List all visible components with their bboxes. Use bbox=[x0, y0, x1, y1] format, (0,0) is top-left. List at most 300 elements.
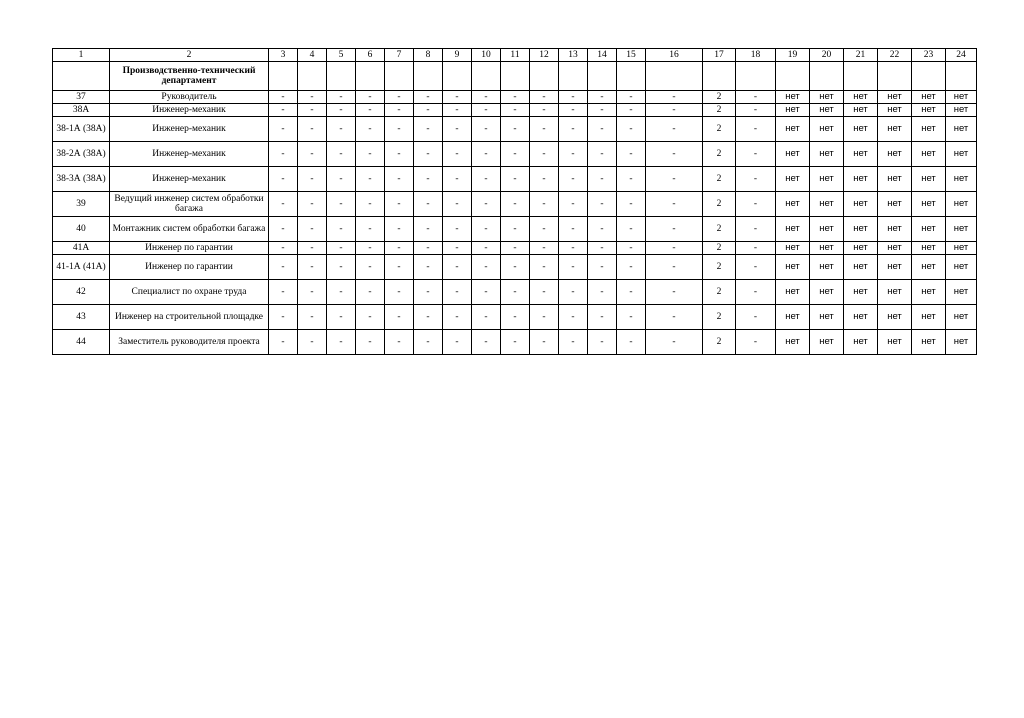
empty-cell bbox=[298, 62, 327, 91]
cell-col-5: - bbox=[327, 104, 356, 117]
cell-col-6: - bbox=[356, 255, 385, 280]
empty-cell bbox=[703, 62, 736, 91]
cell-col-11: - bbox=[501, 142, 530, 167]
cell-col-11: - bbox=[501, 117, 530, 142]
cell-col-11: - bbox=[501, 91, 530, 104]
cell-col-7: - bbox=[385, 280, 414, 305]
cell-col-17: 2 bbox=[703, 255, 736, 280]
cell-col-17: 2 bbox=[703, 242, 736, 255]
cell-col-12: - bbox=[530, 142, 559, 167]
cell-col-16: - bbox=[646, 117, 703, 142]
cell-col-18: - bbox=[736, 305, 776, 330]
cell-col-5: - bbox=[327, 255, 356, 280]
table-row bbox=[53, 142, 977, 167]
cell-col-23: нет bbox=[912, 217, 946, 242]
cell-col-9: - bbox=[443, 192, 472, 217]
cell-col-13: - bbox=[559, 167, 588, 192]
empty-cell bbox=[327, 62, 356, 91]
cell-col-10: - bbox=[472, 142, 501, 167]
cell-col-11: - bbox=[501, 330, 530, 355]
cell-col-21: нет bbox=[844, 104, 878, 117]
cell-col-10: - bbox=[472, 91, 501, 104]
empty-cell bbox=[414, 62, 443, 91]
empty-cell bbox=[878, 62, 912, 91]
cell-col-21: нет bbox=[844, 330, 878, 355]
cell-col-22: нет bbox=[878, 104, 912, 117]
cell-col-13: - bbox=[559, 242, 588, 255]
table-row bbox=[53, 117, 977, 142]
cell-col-14: - bbox=[588, 305, 617, 330]
cell-col-8: - bbox=[414, 104, 443, 117]
column-header-19: 19 bbox=[776, 49, 810, 62]
cell-col-4: - bbox=[298, 91, 327, 104]
row-number: 44 bbox=[53, 330, 110, 355]
cell-col-4: - bbox=[298, 330, 327, 355]
cell-col-15: - bbox=[617, 117, 646, 142]
cell-col-19: нет bbox=[776, 330, 810, 355]
cell-col-23: нет bbox=[912, 117, 946, 142]
cell-col-10: - bbox=[472, 104, 501, 117]
cell-col-9: - bbox=[443, 217, 472, 242]
cell-col-22: нет bbox=[878, 242, 912, 255]
cell-col-12: - bbox=[530, 91, 559, 104]
cell-col-22: нет bbox=[878, 167, 912, 192]
cell-col-23: нет bbox=[912, 167, 946, 192]
cell-col-7: - bbox=[385, 305, 414, 330]
column-header-22: 22 bbox=[878, 49, 912, 62]
cell-col-4: - bbox=[298, 280, 327, 305]
column-header-11: 11 bbox=[501, 49, 530, 62]
cell-col-22: нет bbox=[878, 192, 912, 217]
empty-cell bbox=[356, 62, 385, 91]
cell-col-8: - bbox=[414, 167, 443, 192]
cell-col-20: нет bbox=[810, 104, 844, 117]
cell-col-17: 2 bbox=[703, 91, 736, 104]
cell-col-8: - bbox=[414, 305, 443, 330]
cell-col-3: - bbox=[269, 91, 298, 104]
cell-col-14: - bbox=[588, 142, 617, 167]
row-number: 38-2А (38А) bbox=[53, 142, 110, 167]
cell-col-7: - bbox=[385, 192, 414, 217]
cell-col-17: 2 bbox=[703, 104, 736, 117]
cell-col-7: - bbox=[385, 104, 414, 117]
cell-col-19: нет bbox=[776, 305, 810, 330]
cell-col-14: - bbox=[588, 280, 617, 305]
cell-col-17: 2 bbox=[703, 192, 736, 217]
cell-col-24: нет bbox=[946, 242, 977, 255]
cell-col-24: нет bbox=[946, 117, 977, 142]
cell-col-9: - bbox=[443, 330, 472, 355]
cell-col-7: - bbox=[385, 242, 414, 255]
job-title: Инженер-механик bbox=[110, 142, 269, 167]
cell-col-21: нет bbox=[844, 142, 878, 167]
column-header-15: 15 bbox=[617, 49, 646, 62]
cell-col-24: нет bbox=[946, 217, 977, 242]
cell-col-11: - bbox=[501, 280, 530, 305]
cell-col-18: - bbox=[736, 142, 776, 167]
cell-col-24: нет bbox=[946, 91, 977, 104]
cell-col-18: - bbox=[736, 217, 776, 242]
row-number: 38-1А (38А) bbox=[53, 117, 110, 142]
cell-col-17: 2 bbox=[703, 217, 736, 242]
cell-col-6: - bbox=[356, 305, 385, 330]
cell-col-13: - bbox=[559, 91, 588, 104]
cell-col-13: - bbox=[559, 217, 588, 242]
column-header-6: 6 bbox=[356, 49, 385, 62]
cell-col-6: - bbox=[356, 167, 385, 192]
row-number: 42 bbox=[53, 280, 110, 305]
row-number: 43 bbox=[53, 305, 110, 330]
cell-col-4: - bbox=[298, 192, 327, 217]
cell-col-4: - bbox=[298, 142, 327, 167]
cell-col-5: - bbox=[327, 217, 356, 242]
column-header-23: 23 bbox=[912, 49, 946, 62]
cell-col-18: - bbox=[736, 192, 776, 217]
cell-col-24: нет bbox=[946, 192, 977, 217]
job-title: Инженер-механик bbox=[110, 167, 269, 192]
cell-col-15: - bbox=[617, 305, 646, 330]
cell-col-5: - bbox=[327, 242, 356, 255]
column-header-21: 21 bbox=[844, 49, 878, 62]
cell-col-15: - bbox=[617, 192, 646, 217]
cell-col-14: - bbox=[588, 192, 617, 217]
cell-col-5: - bbox=[327, 305, 356, 330]
cell-col-24: нет bbox=[946, 305, 977, 330]
row-number: 40 bbox=[53, 217, 110, 242]
cell-col-4: - bbox=[298, 117, 327, 142]
cell-col-22: нет bbox=[878, 142, 912, 167]
cell-col-11: - bbox=[501, 217, 530, 242]
cell-col-13: - bbox=[559, 192, 588, 217]
cell-col-16: - bbox=[646, 242, 703, 255]
cell-col-18: - bbox=[736, 104, 776, 117]
cell-col-12: - bbox=[530, 104, 559, 117]
cell-col-19: нет bbox=[776, 280, 810, 305]
column-header-4: 4 bbox=[298, 49, 327, 62]
cell-col-15: - bbox=[617, 330, 646, 355]
column-header-8: 8 bbox=[414, 49, 443, 62]
cell-col-10: - bbox=[472, 217, 501, 242]
cell-col-7: - bbox=[385, 330, 414, 355]
cell-col-13: - bbox=[559, 305, 588, 330]
cell-col-22: нет bbox=[878, 91, 912, 104]
cell-col-6: - bbox=[356, 242, 385, 255]
cell-col-19: нет bbox=[776, 142, 810, 167]
cell-col-17: 2 bbox=[703, 330, 736, 355]
column-number-row bbox=[53, 49, 977, 62]
cell-col-10: - bbox=[472, 305, 501, 330]
row-number: 41А bbox=[53, 242, 110, 255]
cell-col-24: нет bbox=[946, 280, 977, 305]
cell-col-16: - bbox=[646, 192, 703, 217]
cell-col-6: - bbox=[356, 280, 385, 305]
cell-col-4: - bbox=[298, 167, 327, 192]
row-number: 38-3А (38А) bbox=[53, 167, 110, 192]
cell-col-18: - bbox=[736, 167, 776, 192]
cell-col-3: - bbox=[269, 192, 298, 217]
table-row bbox=[53, 305, 977, 330]
cell-col-15: - bbox=[617, 104, 646, 117]
cell-col-3: - bbox=[269, 167, 298, 192]
cell-col-10: - bbox=[472, 117, 501, 142]
cell-col-23: нет bbox=[912, 192, 946, 217]
cell-col-14: - bbox=[588, 104, 617, 117]
cell-col-15: - bbox=[617, 217, 646, 242]
empty-cell bbox=[269, 62, 298, 91]
work-conditions-table bbox=[52, 48, 977, 355]
cell-col-16: - bbox=[646, 305, 703, 330]
cell-col-20: нет bbox=[810, 91, 844, 104]
empty-cell bbox=[912, 62, 946, 91]
cell-col-12: - bbox=[530, 217, 559, 242]
column-header-18: 18 bbox=[736, 49, 776, 62]
cell-col-18: - bbox=[736, 242, 776, 255]
cell-col-15: - bbox=[617, 255, 646, 280]
cell-col-16: - bbox=[646, 330, 703, 355]
cell-col-18: - bbox=[736, 91, 776, 104]
cell-col-21: нет bbox=[844, 242, 878, 255]
empty-cell bbox=[736, 62, 776, 91]
column-header-1: 1 bbox=[53, 49, 110, 62]
cell-col-6: - bbox=[356, 217, 385, 242]
cell-col-21: нет bbox=[844, 167, 878, 192]
cell-col-23: нет bbox=[912, 305, 946, 330]
cell-col-17: 2 bbox=[703, 142, 736, 167]
cell-col-11: - bbox=[501, 305, 530, 330]
table-row bbox=[53, 167, 977, 192]
cell-col-10: - bbox=[472, 167, 501, 192]
cell-col-23: нет bbox=[912, 330, 946, 355]
empty-cell bbox=[53, 62, 110, 91]
cell-col-18: - bbox=[736, 280, 776, 305]
cell-col-13: - bbox=[559, 142, 588, 167]
cell-col-9: - bbox=[443, 255, 472, 280]
cell-col-16: - bbox=[646, 217, 703, 242]
cell-col-22: нет bbox=[878, 330, 912, 355]
cell-col-14: - bbox=[588, 91, 617, 104]
cell-col-16: - bbox=[646, 91, 703, 104]
cell-col-9: - bbox=[443, 104, 472, 117]
cell-col-21: нет bbox=[844, 305, 878, 330]
cell-col-15: - bbox=[617, 280, 646, 305]
cell-col-15: - bbox=[617, 91, 646, 104]
cell-col-17: 2 bbox=[703, 305, 736, 330]
empty-cell bbox=[617, 62, 646, 91]
cell-col-13: - bbox=[559, 330, 588, 355]
cell-col-10: - bbox=[472, 330, 501, 355]
empty-cell bbox=[946, 62, 977, 91]
cell-col-20: нет bbox=[810, 242, 844, 255]
cell-col-4: - bbox=[298, 255, 327, 280]
cell-col-4: - bbox=[298, 217, 327, 242]
cell-col-6: - bbox=[356, 104, 385, 117]
column-header-12: 12 bbox=[530, 49, 559, 62]
empty-cell bbox=[385, 62, 414, 91]
empty-cell bbox=[776, 62, 810, 91]
cell-col-13: - bbox=[559, 117, 588, 142]
empty-cell bbox=[844, 62, 878, 91]
cell-col-12: - bbox=[530, 167, 559, 192]
cell-col-7: - bbox=[385, 217, 414, 242]
cell-col-21: нет bbox=[844, 280, 878, 305]
column-header-2: 2 bbox=[110, 49, 269, 62]
cell-col-7: - bbox=[385, 117, 414, 142]
cell-col-23: нет bbox=[912, 104, 946, 117]
cell-col-10: - bbox=[472, 280, 501, 305]
cell-col-19: нет bbox=[776, 192, 810, 217]
cell-col-14: - bbox=[588, 330, 617, 355]
table-row bbox=[53, 242, 977, 255]
cell-col-10: - bbox=[472, 192, 501, 217]
row-number: 38А bbox=[53, 104, 110, 117]
cell-col-11: - bbox=[501, 255, 530, 280]
cell-col-24: нет bbox=[946, 255, 977, 280]
cell-col-22: нет bbox=[878, 117, 912, 142]
column-header-24: 24 bbox=[946, 49, 977, 62]
cell-col-17: 2 bbox=[703, 117, 736, 142]
cell-col-7: - bbox=[385, 167, 414, 192]
cell-col-20: нет bbox=[810, 142, 844, 167]
job-title: Ведущий инженер систем обработки багажа bbox=[110, 192, 269, 217]
cell-col-14: - bbox=[588, 255, 617, 280]
cell-col-20: нет bbox=[810, 305, 844, 330]
cell-col-23: нет bbox=[912, 255, 946, 280]
job-title: Инженер-механик bbox=[110, 117, 269, 142]
job-title: Заместитель руководителя проекта bbox=[110, 330, 269, 355]
row-number: 41-1А (41А) bbox=[53, 255, 110, 280]
cell-col-3: - bbox=[269, 305, 298, 330]
cell-col-3: - bbox=[269, 142, 298, 167]
cell-col-3: - bbox=[269, 255, 298, 280]
cell-col-21: нет bbox=[844, 91, 878, 104]
cell-col-20: нет bbox=[810, 330, 844, 355]
cell-col-4: - bbox=[298, 104, 327, 117]
cell-col-8: - bbox=[414, 217, 443, 242]
cell-col-16: - bbox=[646, 142, 703, 167]
cell-col-11: - bbox=[501, 104, 530, 117]
cell-col-19: нет bbox=[776, 217, 810, 242]
section-row bbox=[53, 62, 977, 91]
cell-col-14: - bbox=[588, 117, 617, 142]
cell-col-3: - bbox=[269, 104, 298, 117]
cell-col-20: нет bbox=[810, 167, 844, 192]
cell-col-17: 2 bbox=[703, 167, 736, 192]
cell-col-16: - bbox=[646, 280, 703, 305]
cell-col-14: - bbox=[588, 217, 617, 242]
table-row bbox=[53, 330, 977, 355]
cell-col-4: - bbox=[298, 305, 327, 330]
cell-col-20: нет bbox=[810, 255, 844, 280]
empty-cell bbox=[810, 62, 844, 91]
cell-col-3: - bbox=[269, 280, 298, 305]
job-title: Инженер-механик bbox=[110, 104, 269, 117]
cell-col-12: - bbox=[530, 255, 559, 280]
cell-col-20: нет bbox=[810, 192, 844, 217]
empty-cell bbox=[559, 62, 588, 91]
cell-col-3: - bbox=[269, 330, 298, 355]
job-title: Инженер на строительной площадке bbox=[110, 305, 269, 330]
cell-col-15: - bbox=[617, 142, 646, 167]
column-header-7: 7 bbox=[385, 49, 414, 62]
cell-col-15: - bbox=[617, 167, 646, 192]
cell-col-22: нет bbox=[878, 305, 912, 330]
cell-col-17: 2 bbox=[703, 280, 736, 305]
cell-col-9: - bbox=[443, 167, 472, 192]
empty-cell bbox=[501, 62, 530, 91]
cell-col-19: нет bbox=[776, 104, 810, 117]
cell-col-23: нет bbox=[912, 242, 946, 255]
cell-col-5: - bbox=[327, 91, 356, 104]
cell-col-7: - bbox=[385, 142, 414, 167]
empty-cell bbox=[443, 62, 472, 91]
table-row bbox=[53, 255, 977, 280]
cell-col-9: - bbox=[443, 117, 472, 142]
empty-cell bbox=[588, 62, 617, 91]
cell-col-5: - bbox=[327, 117, 356, 142]
table-row bbox=[53, 91, 977, 104]
cell-col-21: нет bbox=[844, 192, 878, 217]
cell-col-18: - bbox=[736, 330, 776, 355]
cell-col-11: - bbox=[501, 242, 530, 255]
cell-col-20: нет bbox=[810, 117, 844, 142]
cell-col-23: нет bbox=[912, 280, 946, 305]
column-header-16: 16 bbox=[646, 49, 703, 62]
cell-col-16: - bbox=[646, 255, 703, 280]
cell-col-9: - bbox=[443, 242, 472, 255]
cell-col-13: - bbox=[559, 255, 588, 280]
table-row bbox=[53, 192, 977, 217]
cell-col-22: нет bbox=[878, 217, 912, 242]
row-number: 37 bbox=[53, 91, 110, 104]
job-title: Руководитель bbox=[110, 91, 269, 104]
cell-col-12: - bbox=[530, 330, 559, 355]
cell-col-21: нет bbox=[844, 217, 878, 242]
row-number: 39 bbox=[53, 192, 110, 217]
cell-col-8: - bbox=[414, 91, 443, 104]
cell-col-20: нет bbox=[810, 280, 844, 305]
cell-col-22: нет bbox=[878, 280, 912, 305]
cell-col-13: - bbox=[559, 104, 588, 117]
empty-cell bbox=[646, 62, 703, 91]
cell-col-19: нет bbox=[776, 91, 810, 104]
column-header-20: 20 bbox=[810, 49, 844, 62]
cell-col-23: нет bbox=[912, 142, 946, 167]
cell-col-19: нет bbox=[776, 117, 810, 142]
table-row bbox=[53, 280, 977, 305]
cell-col-14: - bbox=[588, 242, 617, 255]
cell-col-18: - bbox=[736, 117, 776, 142]
cell-col-19: нет bbox=[776, 167, 810, 192]
cell-col-5: - bbox=[327, 330, 356, 355]
section-title: Производственно-технический департамент bbox=[110, 62, 269, 91]
cell-col-16: - bbox=[646, 167, 703, 192]
cell-col-12: - bbox=[530, 280, 559, 305]
cell-col-7: - bbox=[385, 255, 414, 280]
column-header-3: 3 bbox=[269, 49, 298, 62]
job-title: Монтажник систем обработки багажа bbox=[110, 217, 269, 242]
cell-col-3: - bbox=[269, 117, 298, 142]
cell-col-24: нет bbox=[946, 330, 977, 355]
cell-col-3: - bbox=[269, 217, 298, 242]
empty-cell bbox=[472, 62, 501, 91]
cell-col-14: - bbox=[588, 167, 617, 192]
empty-cell bbox=[530, 62, 559, 91]
cell-col-21: нет bbox=[844, 255, 878, 280]
job-title: Инженер по гарантии bbox=[110, 255, 269, 280]
cell-col-12: - bbox=[530, 305, 559, 330]
cell-col-9: - bbox=[443, 91, 472, 104]
cell-col-8: - bbox=[414, 142, 443, 167]
